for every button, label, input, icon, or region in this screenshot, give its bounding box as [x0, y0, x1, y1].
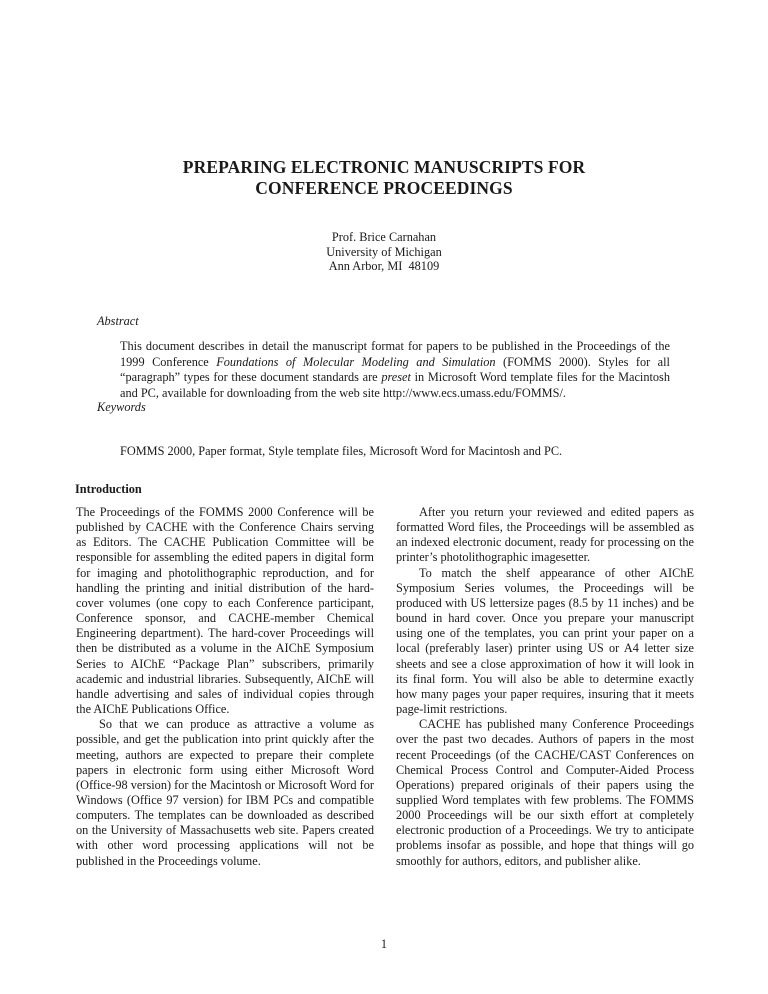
- introduction-heading: Introduction: [75, 482, 142, 496]
- paragraph: To match the shelf appearance of other AIChE Symposium Series volumes, the Proceedings will be produced with US lettersize pages (8.5 by 11 inches) and be bound in hard cover. Once you prepare your manuscript using one of the templates, you can print your paper on a local (preferably laser) printer using US or A4 letter size sheets and see a close approximation of how it will look in its final form. You will also be able to determine exactly how many pages your paper requires, insuring that it meets page-limit restrictions.: [396, 565, 694, 717]
- abstract-text-part-2: (FOMMS 2000). Styles for all “paragraph” types for these document standards are: [120, 354, 670, 384]
- title-line-1: PREPARING ELECTRONIC MANUSCRIPTS FOR: [182, 157, 586, 177]
- paragraph: After you return your reviewed and edited papers as formatted Word files, the Proceedings will be assembled as an indexed electronic document, ready for processing on the printer’s photolithographic imagesetter.: [396, 505, 694, 565]
- abstract-text-part-3: in Microsoft Word template files for the Macintosh and PC, available for downloading from the web site http://www.ecs.umass.edu/FOMMS/.: [120, 370, 670, 400]
- left-column: [76, 505, 374, 869]
- paragraph: So that we can produce as attractive a volume as possible, and get the publication into print quickly after the meeting, authors are expected to prepare their complete papers in electronic form using either Microsoft Word (Office-98 version) for the Macintosh or Microsoft Word for Windows (Office 97 version) for IBM PCs and compatible computers. The templates can be downloaded as described on the University of Massachusetts web site. Papers created with other word processing applications will not be published in the Proceedings volume.: [76, 717, 374, 868]
- title-line-2: CONFERENCE PROCEEDINGS: [255, 178, 513, 198]
- author-name: Prof. Brice Carnahan: [331, 230, 437, 244]
- abstract-text: [120, 339, 670, 401]
- author-address: Ann Arbor, MI 48109: [328, 259, 440, 273]
- author-block: [0, 230, 768, 274]
- paragraph: CACHE has published many Conference Proceedings over the past two decades. Authors of papers in the most recent Proceedings (of the CACHE/CAST Conferences on Chemical Process Control and Computer-Aided Process Operations) prepared originals of their papers using the supplied Word templates with few problems. The FOMMS 2000 Proceedings will be our sixth effort at completely electronic production of a Proceedings. We try to anticipate problems insofar as possible, and hope that things will go smoothly for authors, editors, and publisher alike.: [396, 717, 694, 868]
- author-affiliation: University of Michigan: [326, 244, 442, 259]
- paragraph: The Proceedings of the FOMMS 2000 Conference will be published by CACHE with the Conference Chairs serving as Editors. The CACHE Publication Committee will be responsible for assembling the edited papers in digital form for imaging and photolithographic reproduction, and for handling the printing and initial distribution of the hard-cover volumes (one copy to each Conference participant, Conference sponsor, and CACHE-member Chemical Engineering department). The hard-cover Proceedings will then be distributed as a volume in the AIChE Symposium Series to AIChE “Package Plan” subscribers, primarily academic and industrial libraries. Subsequently, AIChE will handle advertising and sales of individual copies through the AIChE Publications Office.: [76, 505, 374, 717]
- abstract-text-part-1: This document describes in detail the manuscript format for papers to be published in the Proceedings of the 1999 Conference: [120, 339, 670, 369]
- abstract-conference-name: Foundations of Molecular Modeling and Simulation: [216, 354, 496, 369]
- abstract-preset-emphasis: preset: [381, 370, 411, 384]
- paper-title: [0, 157, 768, 199]
- keywords-label: Keywords: [97, 400, 146, 414]
- page-number: 1: [380, 937, 388, 951]
- right-column: [396, 505, 694, 869]
- abstract-label: Abstract: [97, 314, 139, 328]
- keywords-text: FOMMS 2000, Paper format, Style template files, Microsoft Word for Macintosh and PC.: [120, 444, 563, 458]
